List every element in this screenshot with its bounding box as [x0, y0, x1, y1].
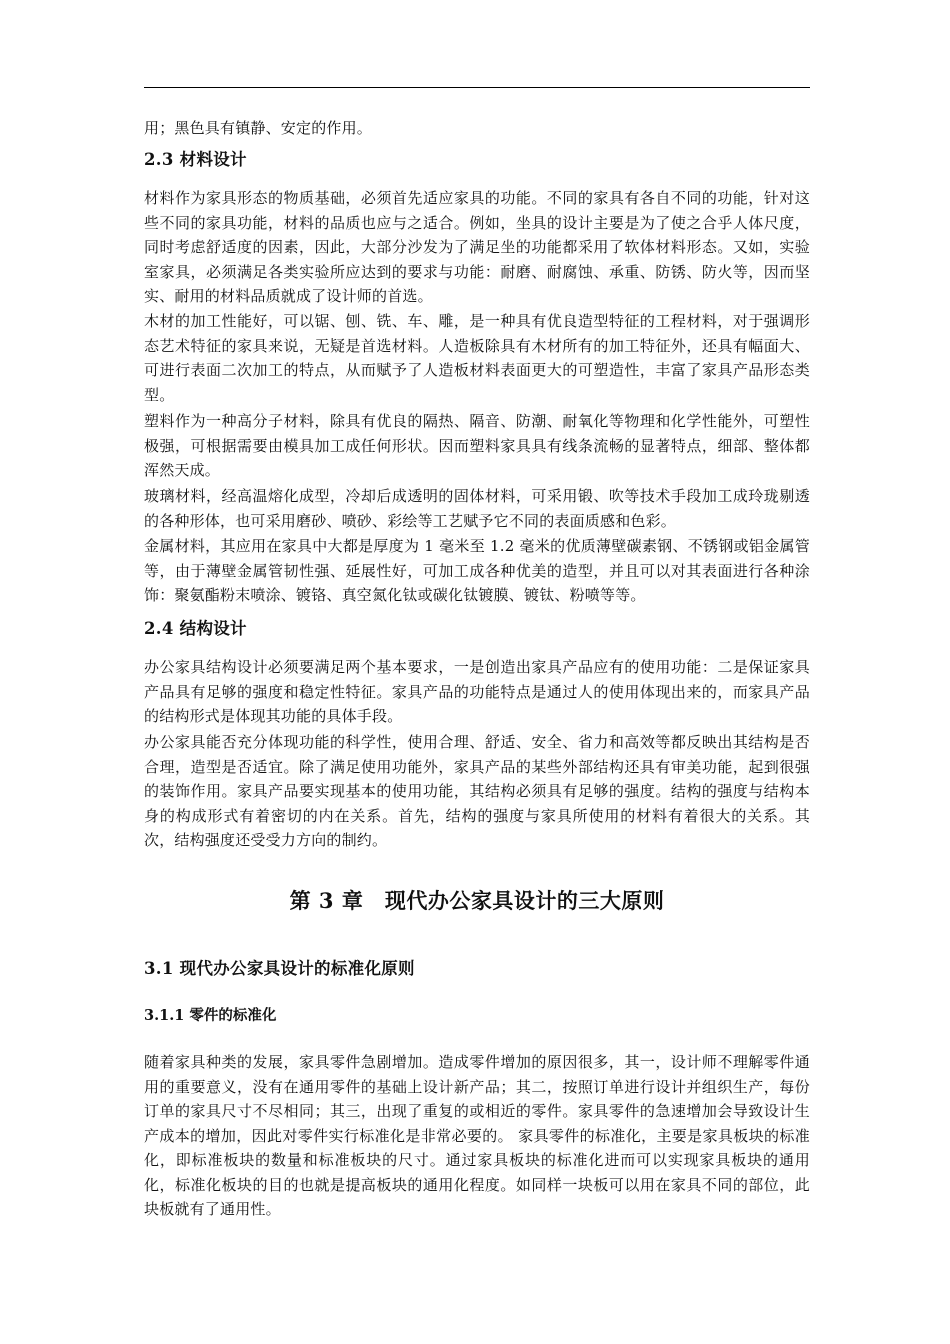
subsection-heading-3-1-1: 3.1.1 零件的标准化: [144, 1007, 277, 1024]
section-heading-3-1: 3.1 现代办公家具设计的标准化原则: [144, 959, 415, 978]
section-heading-2-4: 2.4 结构设计: [144, 619, 247, 638]
section-heading-2-3: 2.3 材料设计: [144, 150, 247, 169]
paragraph-plastic: 塑料作为一种高分子材料，除具有优良的隔热、隔音、防潮、耐氧化等物理和化学性能外，可塑性极强，可根据需要由模具加工成任何形状。因而塑料家具具有线条流畅的显著特点，细部、整体都浑然天成。: [144, 412, 810, 479]
paragraph-structure-requirements: 办公家具结构设计必须要满足两个基本要求，一是创造出家具产品应有的使用功能：二是保证家具产品具有足够的强度和稳定性特征。家具产品的功能特点是通过人的使用体现出来的，而家具产品的结构形式是体现其功能的具体手段。: [144, 658, 810, 725]
chapter-title: 第 3 章 现代办公家具设计的三大原则: [289, 888, 665, 913]
paragraph-continuation: 用；黑色具有镇静、安定的作用。: [144, 119, 373, 137]
paragraph-glass: 玻璃材料，经高温熔化成型，冷却后成透明的固体材料，可采用锻、吹等技术手段加工成玲珑剔透的各种形体，也可采用磨砂、喷砂、彩绘等工艺赋予它不同的表面质感和色彩。: [144, 487, 810, 530]
paragraph-wood: 木材的加工性能好，可以锯、刨、铣、车、雕，是一种具有优良造型特征的工程材料，对于强调形态艺术特征的家具来说，无疑是首选材料。人造板除具有木材所有的加工特征外，还具有幅面大、可进行表面二次加工的特点，从而赋予了人造板材料表面更大的可塑造性，丰富了家具产品形态类型。: [144, 312, 810, 404]
paragraph-material-intro: 材料作为家具形态的物质基础，必须首先适应家具的功能。不同的家具有各自不同的功能，针对这些不同的家具功能，材料的品质也应与之适合。例如，坐具的设计主要是为了使之合乎人体尺度，同时考虑舒适度的因素，因此，大部分沙发为了满足坐的功能都采用了软体材料形态。又如，实验室家具，必须满足各类实验所应达到的要求与功能：耐磨、耐腐蚀、承重、防锈、防火等，因而坚实、耐用的材料品质就成了设计师的首选。: [144, 189, 810, 305]
header-rule: [144, 87, 810, 88]
paragraph-metal: 金属材料，其应用在家具中大都是厚度为 1 毫米至 1.2 毫米的优质薄壁碳素钢、不锈钢或铝金属管等，由于薄壁金属管韧性强、延展性好，可加工成各种优美的造型，并且可以对其表面进行各种涂饰：聚氨酯粉末喷涂、镀铬、真空氮化钛或碳化钛镀膜、镀钛、粉喷等等。: [144, 537, 810, 604]
paragraph-structure-function: 办公家具能否充分体现功能的科学性，使用合理、舒适、安全、省力和高效等都反映出其结构是否合理，造型是否适宜。除了满足使用功能外，家具产品的某些外部结构还具有审美功能，起到很强的装饰作用。家具产品要实现基本的使用功能，其结构必须具有足够的强度。结构的强度与结构本身的构成形式有着密切的内在关系。首先，结构的强度与家具所使用的材料有着很大的关系。其次，结构强度还受受力方向的制约。: [144, 733, 810, 849]
paragraph-part-standardization: 随着家具种类的发展，家具零件急剧增加。造成零件增加的原因很多，其一，设计师不理解零件通用的重要意义，没有在通用零件的基础上设计新产品；其二，按照订单进行设计并组织生产，每份订单的家具尺寸不尽相同；其三，出现了重复的或相近的零件。家具零件的急速增加会导致设计生产成本的增加，因此对零件实行标准化是非常必要的。 家具零件的标准化，主要是家具板块的标准化，即标准板块的数量和标准板块的尺寸。通过家具板块的标准化进而可以实现家具板块的通用化，标准化板块的目的也就是提高板块的通用化程度。如同样一块板可以用在家具不同的部位，此块板就有了通用性。: [144, 1053, 810, 1218]
